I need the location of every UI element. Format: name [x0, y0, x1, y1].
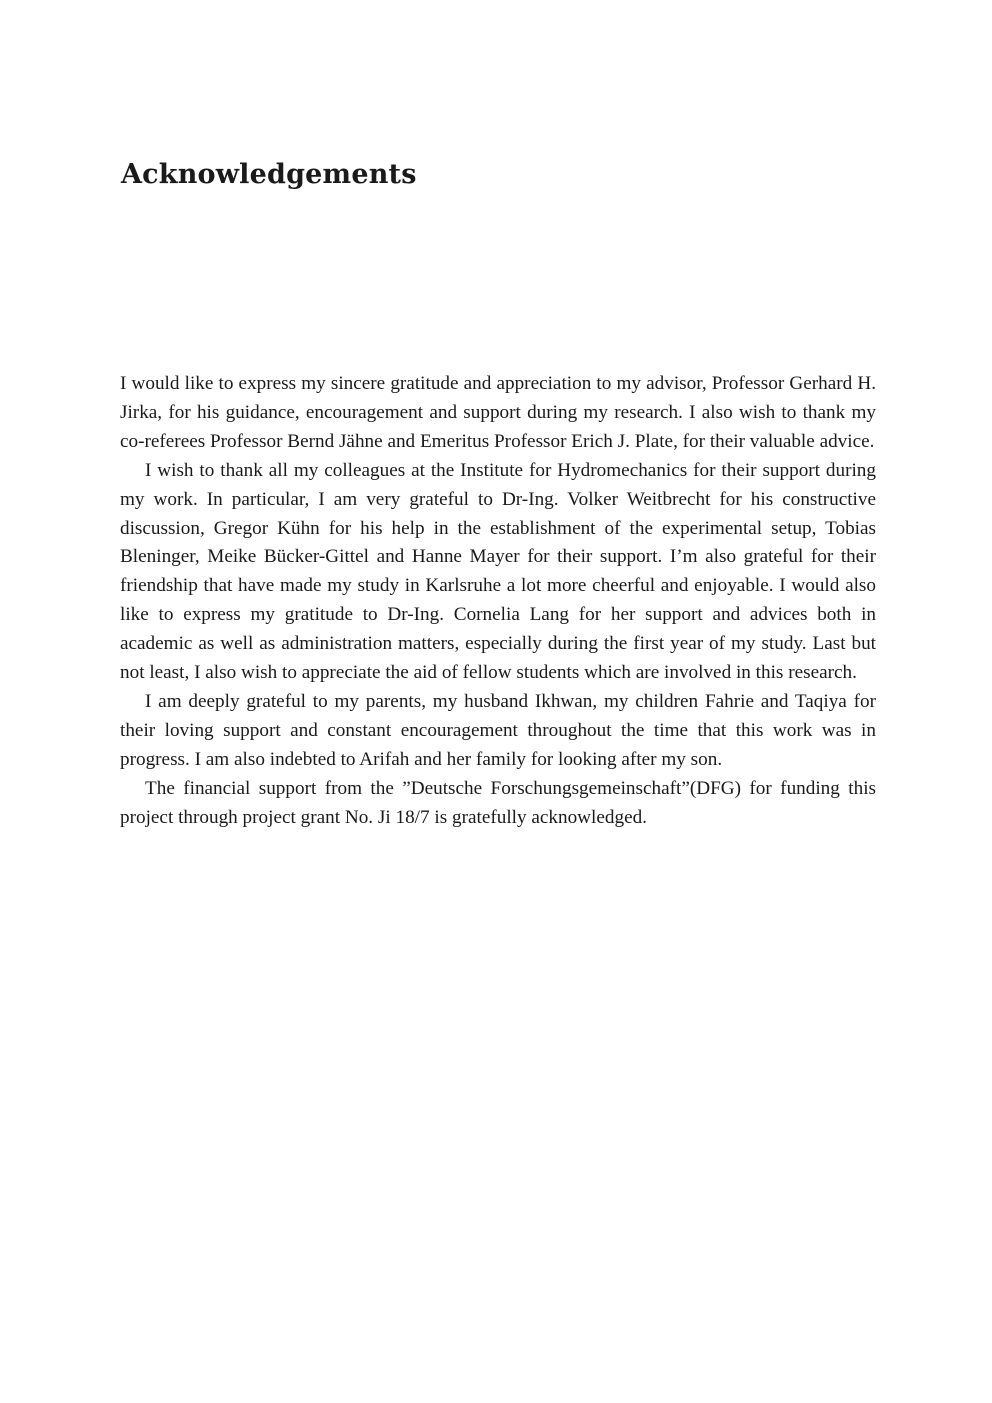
body-text: [120, 370, 876, 833]
paragraph-funding: The financial support from the ”Deutsche Forschungsgemeinschaft”(DFG) for funding this project through project grant No. Ji 18/7 is gratefully acknowledged.: [120, 777, 876, 828]
paragraph-advisor: I would like to express my sincere gratitude and appreciation to my advisor, Professor Gerhard H. Jirka, for his guidance, encouragement and support during my research. I also wish to thank my co-referees Professor Bernd Jähne and Emeritus Professor Erich J. Plate, for their valuable advice.: [120, 373, 876, 452]
paragraph-family: I am deeply grateful to my parents, my husband Ikhwan, my children Fahrie and Taqiya for their loving support and constant encouragement throughout the time that this work was in progress. I am also indebted to Arifah and her family for looking after my son.: [120, 690, 876, 770]
paragraph-colleagues: I wish to thank all my colleagues at the Institute for Hydromechanics for their support during my work. In particular, I am very grateful to Dr-Ing. Volker Weitbrecht for his constructive discussion, Gregor Kühn for his help in the establishment of the experimental setup, Tobias Bleninger, Meike Bücker-Gittel and Hanne Mayer for their support. I’m also grateful for their friendship that have made my study in Karlsruhe a lot more cheerful and enjoyable. I would also like to express my gratitude to Dr-Ing. Cornelia Lang for her support and advices both in academic as well as administration matters, especially during the first year of my study. Last but not least, I also wish to appreciate the aid of fellow students which are involved in this research.: [120, 459, 876, 684]
page-title: Acknowledgements: [121, 159, 417, 190]
